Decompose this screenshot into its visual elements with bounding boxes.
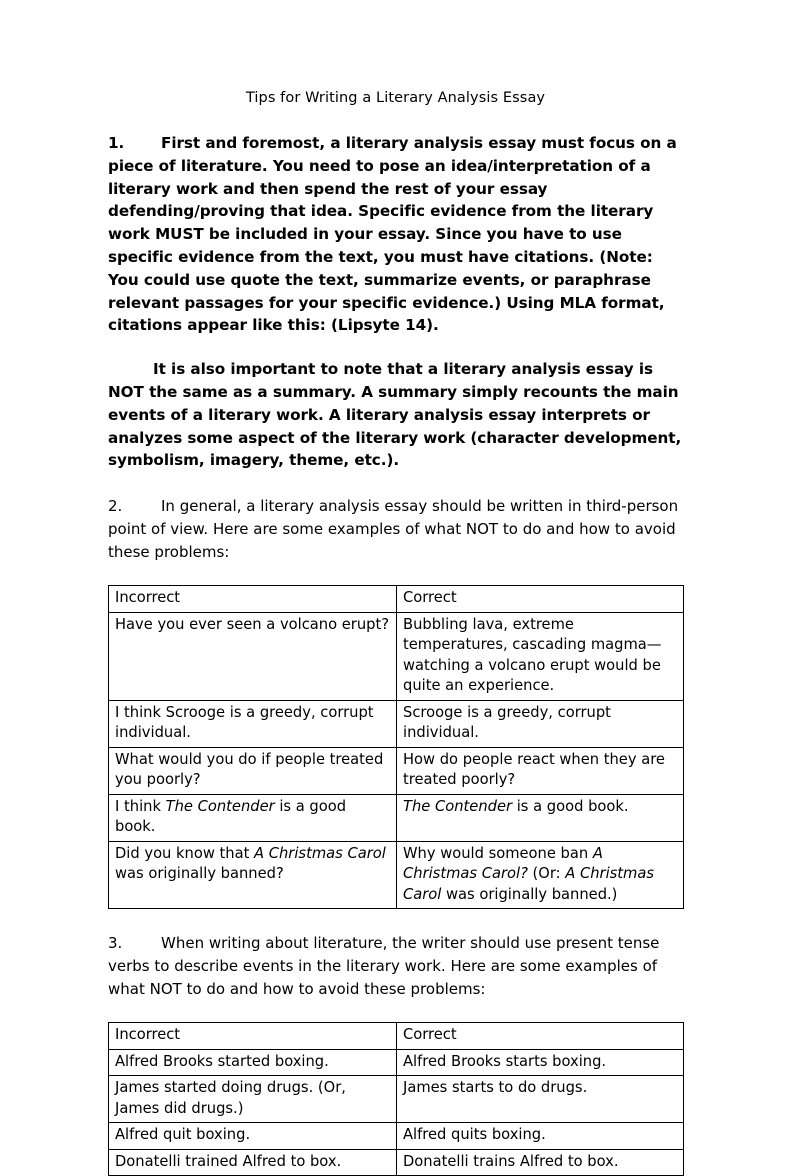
cell-correct: James starts to do drugs.: [397, 1076, 684, 1123]
table-point-of-view-wrapper: [108, 585, 683, 909]
spacer: [108, 472, 683, 495]
column-header-correct: Correct: [397, 586, 684, 613]
book-title-italic: A Christmas Carol?: [403, 844, 603, 883]
cell-text-pre: I think: [115, 797, 166, 815]
column-header-incorrect: Incorrect: [109, 586, 397, 613]
spacer: [108, 1000, 683, 1022]
book-title-italic: The Contender: [165, 797, 275, 815]
cell-text-pre: Why would someone ban: [403, 844, 593, 862]
paragraph-item-3: [108, 932, 683, 1000]
cell-incorrect: James started doing drugs. (Or, James did drugs.): [109, 1076, 397, 1123]
spacer: [108, 337, 683, 358]
paragraph-item-2: [108, 495, 683, 563]
cell-correct: Donatelli trains Alfred to box.: [397, 1149, 684, 1176]
cell-incorrect: [109, 794, 397, 841]
list-number-1: 1.: [108, 134, 125, 152]
table-row: [109, 747, 684, 794]
column-header-incorrect: Incorrect: [109, 1023, 397, 1050]
cell-correct: [397, 794, 684, 841]
table-row: [109, 1149, 684, 1176]
spacer: [108, 909, 683, 932]
table-row: [109, 794, 684, 841]
paragraph-item-2-text: In general, a literary analysis essay should be written in third-person point of view. Here are some examples of what NOT to do and how to avoid these problems:: [108, 497, 679, 561]
table-row: [109, 612, 684, 700]
list-number-3: 3.: [108, 934, 123, 953]
cell-incorrect: [109, 841, 397, 909]
cell-correct: Bubbling lava, extreme temperatures, cascading magma—watching a volcano erupt would be quite an experience.: [397, 612, 684, 700]
cell-correct: [397, 841, 684, 909]
paragraph-item-1-continued: [108, 358, 683, 472]
cell-correct: Alfred Brooks starts boxing.: [397, 1049, 684, 1076]
page-title: Tips for Writing a Literary Analysis Essay: [245, 90, 546, 106]
table-verb-tense: [108, 1022, 684, 1176]
spacer: [108, 563, 683, 585]
cell-incorrect: I think Scrooge is a greedy, corrupt individual.: [109, 700, 397, 747]
table-header-row: [109, 586, 684, 613]
table-row: [109, 1076, 684, 1123]
cell-text-pre: Did you know that: [115, 844, 255, 862]
cell-correct: Scrooge is a greedy, corrupt individual.: [397, 700, 684, 747]
list-number-2: 2.: [108, 497, 123, 516]
paragraph-item-1-text: First and foremost, a literary analysis essay must focus on a piece of literature. You need to pose an idea/interpretation of a literary work and then spend the rest of your essay defending/proving that idea. Specific evidence from the literary work MUST be included in your essay. Since you have to use specific evidence from the text, you must have citations. (Note: You could use quote the text, summarize events, or paraphrase relevant passages for your specific evidence.) Using MLA format, citations appear like this: (Lipsyte 14).: [108, 134, 677, 335]
cell-incorrect: Donatelli trained Alfred to box.: [109, 1149, 397, 1176]
cell-text-post: was originally banned.): [441, 885, 618, 903]
cell-text-post: was originally banned?: [115, 865, 284, 883]
book-title-italic: The Contender: [403, 797, 513, 815]
cell-correct: Alfred quits boxing.: [397, 1123, 684, 1150]
cell-incorrect: Have you ever seen a volcano erupt?: [109, 612, 397, 700]
paragraph-item-1: [108, 132, 683, 337]
cell-text-post: is a good book.: [512, 797, 629, 815]
cell-incorrect: Alfred Brooks started boxing.: [109, 1049, 397, 1076]
cell-incorrect: What would you do if people treated you poorly?: [109, 747, 397, 794]
cell-text-mid: (Or:: [527, 865, 566, 883]
cell-incorrect: Alfred quit boxing.: [109, 1123, 397, 1150]
table-row: [109, 841, 684, 909]
table-row: [109, 1123, 684, 1150]
table-row: [109, 1049, 684, 1076]
cell-correct: How do people react when they are treated poorly?: [397, 747, 684, 794]
column-header-correct: Correct: [397, 1023, 684, 1050]
table-verb-tense-wrapper: [108, 1022, 683, 1176]
paragraph-item-3-text: When writing about literature, the writer should use present tense verbs to describe events in the literary work. Here are some examples of what NOT to do and how to avoid these problems:: [108, 934, 660, 998]
paragraph-item-1-para2-text: It is also important to note that a literary analysis essay is NOT the same as a summary. A summary simply recounts the main events of a literary work. A literary analysis essay interprets or analyzes some aspect of the literary work (character development, symbolism, imagery, theme, etc.).: [108, 360, 682, 470]
table-point-of-view: [108, 585, 684, 909]
cell-text-post: is a good book.: [115, 797, 347, 836]
book-title-italic: A Christmas Carol: [254, 844, 386, 862]
table-header-row: [109, 1023, 684, 1050]
book-title-italic: A Christmas Carol: [403, 865, 655, 903]
table-row: [109, 700, 684, 747]
